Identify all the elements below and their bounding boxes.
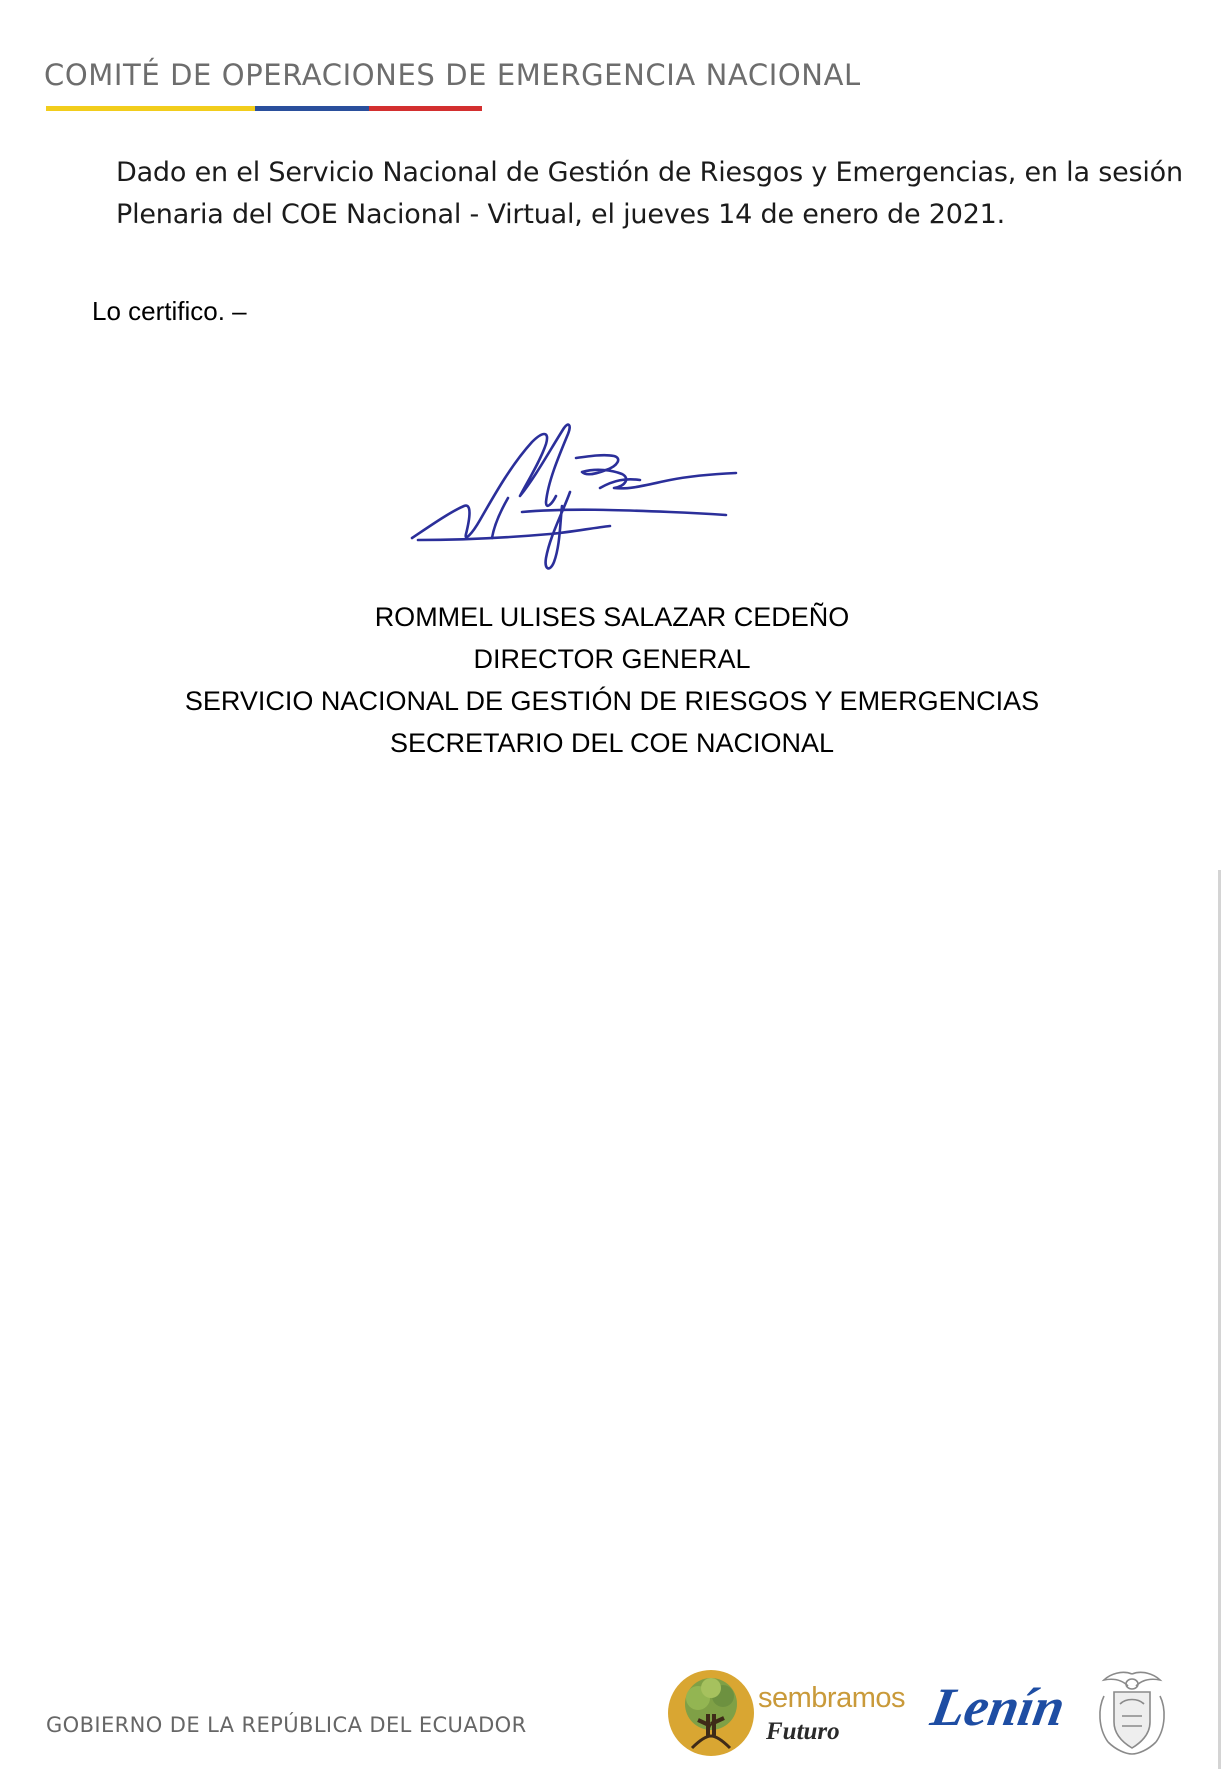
tree-icon <box>668 1670 754 1756</box>
signer-role: SECRETARIO DEL COE NACIONAL <box>389 728 835 758</box>
signature-stroke <box>412 425 570 538</box>
page-edge-shadow <box>1218 870 1221 1769</box>
signature-stroke <box>546 492 570 568</box>
coat-of-arms-icon <box>1092 1668 1172 1760</box>
signature-stroke <box>576 455 736 488</box>
signature-stroke <box>492 498 508 538</box>
signer-institution: SERVICIO NACIONAL DE GESTIÓN DE RIESGOS Y EMERGENCIAS <box>184 686 1040 716</box>
sembramos-futuro-logo <box>668 1666 928 1766</box>
body-paragraph <box>116 152 1183 236</box>
bar-yellow-segment <box>46 106 255 111</box>
lenin-wordmark: Lenín <box>926 1677 1070 1737</box>
signer-position: DIRECTOR GENERAL <box>473 644 751 674</box>
sembramos-word: sembramos <box>758 1682 905 1714</box>
signature-block <box>0 596 1224 764</box>
signer-name: ROMMEL ULISES SALAZAR CEDEÑO <box>374 602 850 632</box>
certification-text: Lo certifico. – <box>92 296 247 326</box>
signature-stroke <box>418 526 610 540</box>
lenin-logo <box>926 1666 1076 1756</box>
futuro-word: Futuro <box>766 1718 840 1745</box>
bar-red-segment <box>369 106 482 111</box>
bar-blue-segment <box>255 106 368 111</box>
paragraph-line: Dado en el Servicio Nacional de Gestión de Riesgos y Emergencias, en la sesión <box>116 157 1183 188</box>
handwritten-signature <box>400 400 800 580</box>
header-tricolor-bar <box>46 106 482 111</box>
footer-government-text: GOBIERNO DE LA REPÚBLICA DEL ECUADOR <box>46 1713 527 1737</box>
signature-stroke <box>522 510 726 515</box>
header-title: COMITÉ DE OPERACIONES DE EMERGENCIA NACIONAL <box>44 58 861 92</box>
paragraph-line: Plenaria del COE Nacional - Virtual, el jueves 14 de enero de 2021. <box>116 199 1006 230</box>
